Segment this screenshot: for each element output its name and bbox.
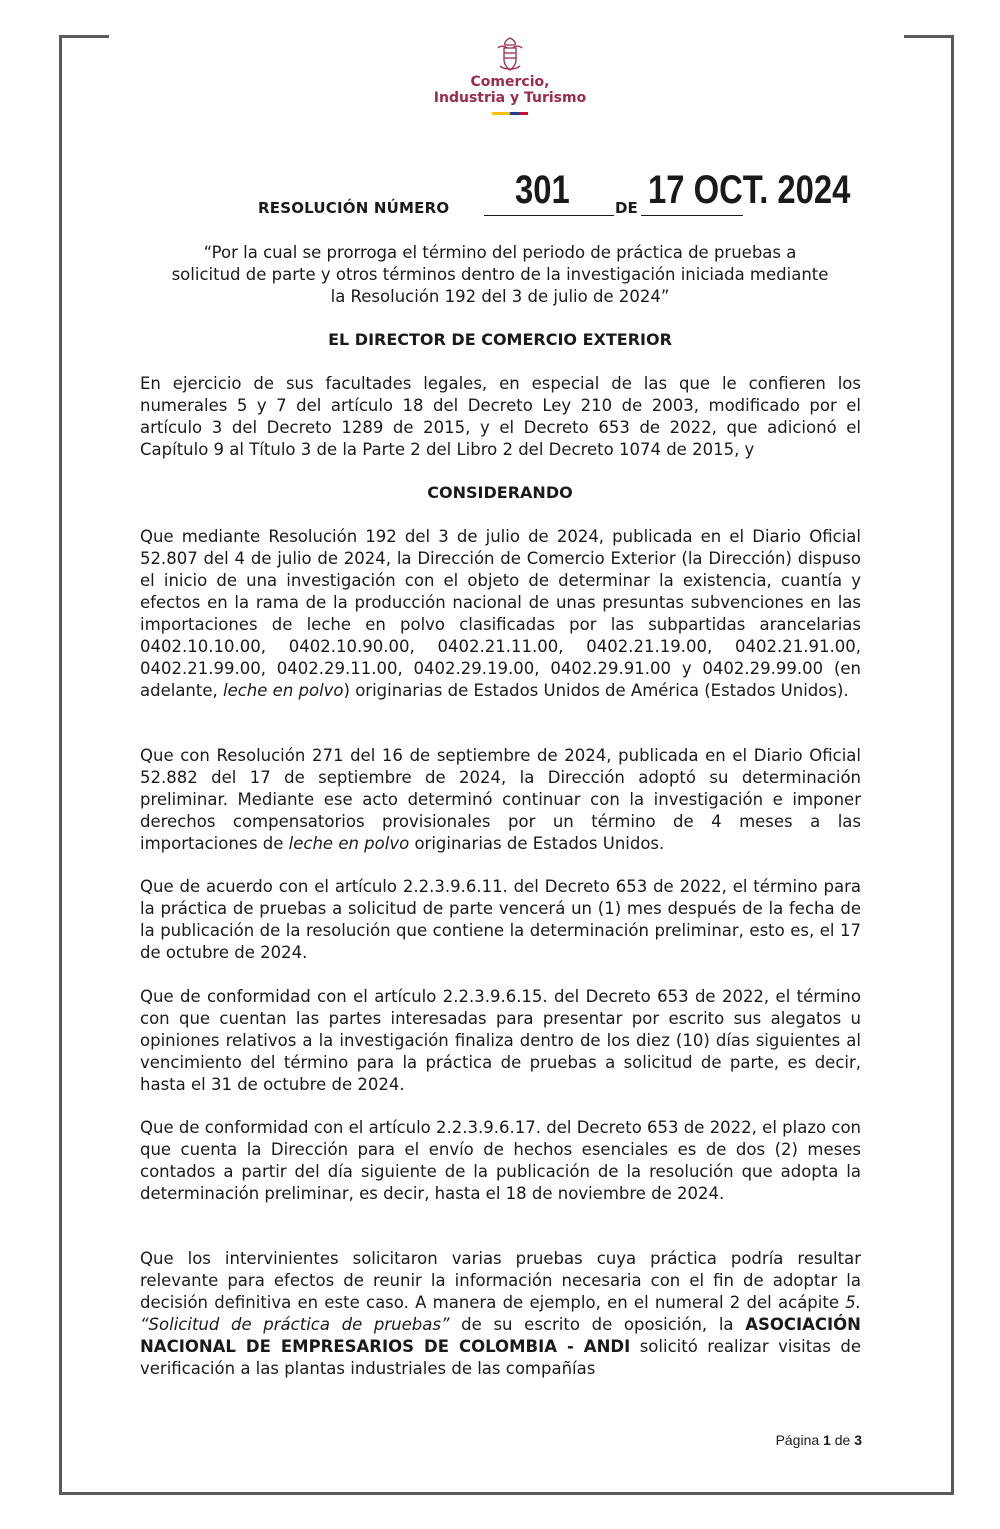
page-of-label: de xyxy=(834,1432,851,1448)
paragraph-1-text: Que mediante Resolución 192 del 3 de julio de 2024, publicada en el Diario Oficial 52.807 del 4 de julio de 2024, la Dirección de Comercio Exterior (la Dirección) dispuso el inicio de una investigación con el objeto de determinar la existencia, cuantía y efectos en la rama de la producción nacional de unas presuntas subvenciones en las importaciones de leche en polvo clasificadas por las subpartidas arancelarias 0402.10.10.00, 0402.10.90.00, 0402.21.11.00, 0402.21.19.00, 0402.21.91.00, 0402.21.99.00, 0402.29.11.00, 0402.29.19.00, 0402.29.91.00 y 0402.29.99.00 (en adelante, xyxy=(140,527,861,700)
paragraph-1-text-end: ) originarias de Estados Unidos de América (Estados Unidos). xyxy=(343,681,849,700)
paragraph-6-italic: 5. “Solicitud de práctica de pruebas” xyxy=(140,1293,861,1334)
page-total: 3 xyxy=(854,1432,862,1448)
resolution-subtitle xyxy=(140,242,860,308)
frame-corner-top-left xyxy=(59,35,109,38)
flag-red xyxy=(519,112,528,115)
subtitle-line: “Por la cual se prorroga el término del periodo de práctica de pruebas a xyxy=(203,243,797,262)
preamble-paragraph: En ejercicio de sus facultades legales, en especial de las que le confieren los numerales 5 y 7 del artículo 18 del Decreto Ley 210 de 2003, modificado por el artículo 3 del Decreto 1289 de 2015, y el Decreto 653 de 2022, que adicionó el Capítulo 9 al Título 3 de la Parte 2 del Libro 2 del Decreto 1074 de 2015, y xyxy=(140,374,861,459)
frame-corner-top-right xyxy=(904,35,954,38)
resolution-de-label: DE xyxy=(615,199,638,217)
logo-line-1: Comercio, xyxy=(470,74,550,90)
paragraph-6-text: Que los intervinientes solicitaron varias pruebas cuya práctica podría resultar relevante para efectos de reunir la información necesaria con el fin de adoptar la decisión definitiva en este caso. A manera de ejemplo, en el numeral 2 del acápite xyxy=(140,1249,861,1312)
page-current: 1 xyxy=(823,1432,831,1448)
director-heading: EL DIRECTOR DE COMERCIO EXTERIOR xyxy=(328,330,672,349)
resolution-number: 301 xyxy=(515,168,570,212)
paragraph-1 xyxy=(140,526,861,702)
subtitle-line: solicitud de parte y otros términos dentro de la investigación iniciada mediante xyxy=(171,265,829,284)
resolution-date: 17 OCT. 2024 xyxy=(648,168,851,212)
paragraph-6-text-end: solicitó realizar visitas de verificación a las plantas industriales de las compañías xyxy=(140,1337,861,1378)
paragraph-6 xyxy=(140,1248,861,1380)
frame-bottom xyxy=(59,1492,954,1495)
subtitle-line: la Resolución 192 del 3 de julio de 2024” xyxy=(330,287,670,306)
page-label: Página xyxy=(775,1432,820,1448)
paragraph-2-italic: leche en polvo xyxy=(288,834,410,853)
paragraph-2-text-end: originarias de Estados Unidos. xyxy=(409,834,665,853)
paragraph-4: Que de conformidad con el artículo 2.2.3.9.6.15. del Decreto 653 de 2022, el término con que cuentan las partes interesadas para presentar por escrito sus alegatos u opiniones relativos a la investigación finaliza dentro de los diez (10) días siguientes al vencimiento del término para la práctica de pruebas a solicitud de parte, es decir, hasta el 31 de octubre de 2024. xyxy=(140,987,861,1094)
resolution-number-underline xyxy=(484,215,614,216)
flag-stripe xyxy=(492,112,528,115)
resolution-date-underline xyxy=(641,215,743,216)
logo-line-2: Industria y Turismo xyxy=(433,90,587,106)
paragraph-1-italic: leche en polvo xyxy=(223,681,344,700)
paragraph-2 xyxy=(140,745,861,855)
frame-left xyxy=(59,35,62,1495)
paragraph-3: Que de acuerdo con el artículo 2.2.3.9.6.11. del Decreto 653 de 2022, el término para la práctica de pruebas a solicitud de parte vencerá un (1) mes después de la fecha de la publicación de la resolución que contiene la determinación preliminar, esto es, el 17 de octubre de 2024. xyxy=(140,877,861,962)
paragraph-6-bold: ASOCIACIÓN NACIONAL DE EMPRESARIOS DE COLOMBIA - ANDI xyxy=(140,1315,861,1356)
flag-blue xyxy=(510,112,519,115)
resolution-label: RESOLUCIÓN NÚMERO xyxy=(258,199,450,217)
ministry-logo xyxy=(420,36,600,132)
paragraph-5: Que de conformidad con el artículo 2.2.3.9.6.17. del Decreto 653 de 2022, el plazo con que cuenta la Dirección para el envío de hechos esenciales es de dos (2) meses contados a partir del día siguiente de la publicación de la resolución que adopta la determinación preliminar, es decir, hasta el 18 de noviembre de 2024. xyxy=(140,1118,861,1203)
paragraph-2-text: Que con Resolución 271 del 16 de septiembre de 2024, publicada en el Diario Oficial 52.882 del 17 de septiembre de 2024, la Dirección adoptó su determinación preliminar. Mediante ese acto determinó continuar con la investigación e imponer derechos compensatorios provisionales por un término de 4 meses a las importaciones de xyxy=(140,746,861,853)
resolution-heading xyxy=(258,168,878,220)
flag-yellow xyxy=(492,112,510,115)
page-footer xyxy=(776,1432,862,1448)
considerando-heading: CONSIDERANDO xyxy=(427,483,573,502)
frame-right xyxy=(951,35,954,1495)
coat-of-arms-icon xyxy=(495,36,525,74)
paragraph-6-text-mid: de su escrito de oposición, la xyxy=(449,1315,746,1334)
